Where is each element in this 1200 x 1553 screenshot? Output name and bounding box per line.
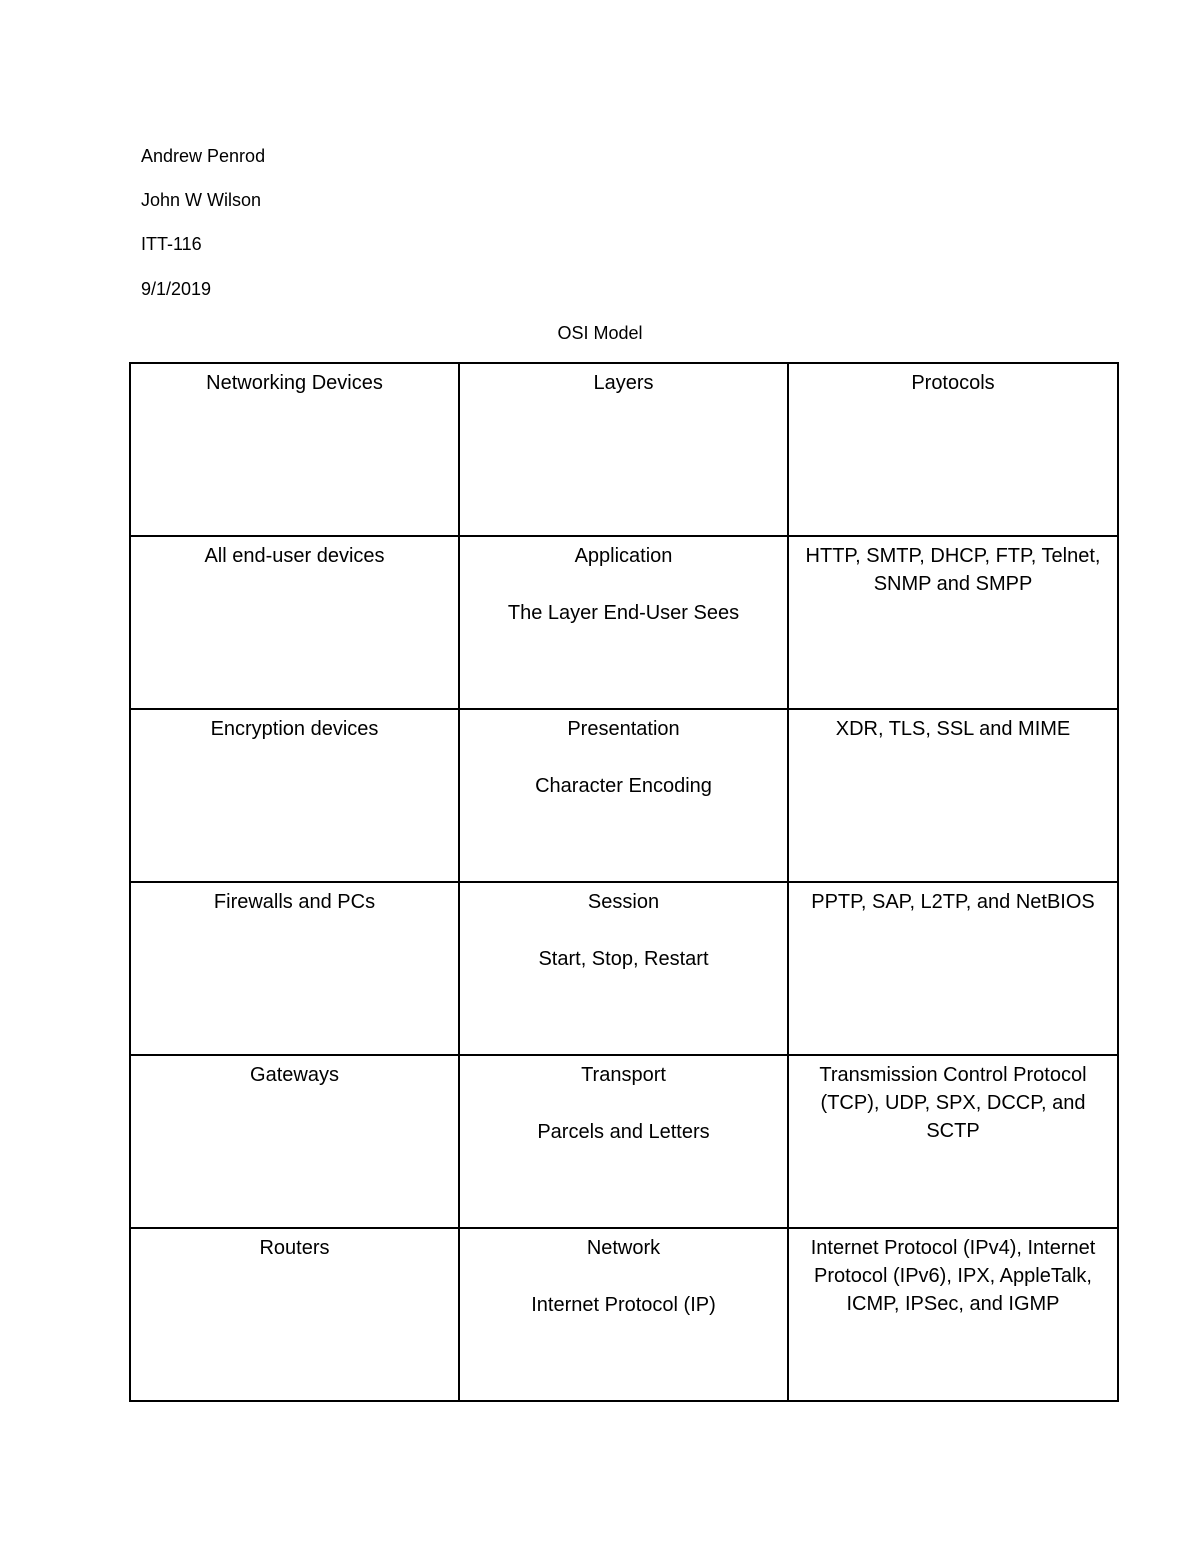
column-header-protocols: Protocols: [788, 363, 1118, 536]
table-row: [130, 709, 1118, 882]
table-header-row: [130, 363, 1118, 536]
layer-name: Application: [574, 545, 673, 567]
layer-cell: [459, 1055, 788, 1228]
protocols-cell: HTTP, SMTP, DHCP, FTP, Telnet, SNMP and SMPP: [788, 536, 1118, 709]
protocols-cell: Transmission Control Protocol (TCP), UDP, SPX, DCCP, and SCTP: [788, 1055, 1118, 1228]
device-cell: All end-user devices: [130, 536, 459, 709]
layer-cell: [459, 536, 788, 709]
layer-name: Presentation: [567, 718, 680, 740]
table-row: [130, 882, 1118, 1055]
document-title: OSI Model: [557, 323, 643, 343]
layer-name: Transport: [581, 1064, 666, 1086]
layer-cell: [459, 882, 788, 1055]
column-header-layers: Layers: [459, 363, 788, 536]
layer-description: Start, Stop, Restart: [538, 948, 709, 970]
instructor-name: John W Wilson: [141, 190, 262, 210]
layer-name: Session: [587, 891, 660, 913]
protocols-cell: PPTP, SAP, L2TP, and NetBIOS: [788, 882, 1118, 1055]
table-row: [130, 536, 1118, 709]
layer-description: Internet Protocol (IP): [531, 1294, 716, 1316]
table-row: [130, 1055, 1118, 1228]
device-cell: Encryption devices: [130, 709, 459, 882]
layer-name: Network: [586, 1237, 661, 1259]
document-date: 9/1/2019: [141, 279, 212, 299]
device-cell: Gateways: [130, 1055, 459, 1228]
device-cell: Routers: [130, 1228, 459, 1401]
device-cell: Firewalls and PCs: [130, 882, 459, 1055]
osi-model-table: [129, 362, 1119, 1402]
layer-cell: [459, 709, 788, 882]
layer-cell: [459, 1228, 788, 1401]
layer-description: Parcels and Letters: [537, 1121, 710, 1143]
course-code: ITT-116: [141, 234, 202, 254]
column-header-devices: Networking Devices: [130, 363, 459, 536]
protocols-cell: XDR, TLS, SSL and MIME: [788, 709, 1118, 882]
protocols-cell: Internet Protocol (IPv4), Internet Protocol (IPv6), IPX, AppleTalk, ICMP, IPSec, and IGMP: [788, 1228, 1118, 1401]
table-row: [130, 1228, 1118, 1401]
author-name: Andrew Penrod: [141, 146, 266, 166]
layer-description: The Layer End-User Sees: [507, 602, 740, 624]
layer-description: Character Encoding: [535, 775, 712, 797]
